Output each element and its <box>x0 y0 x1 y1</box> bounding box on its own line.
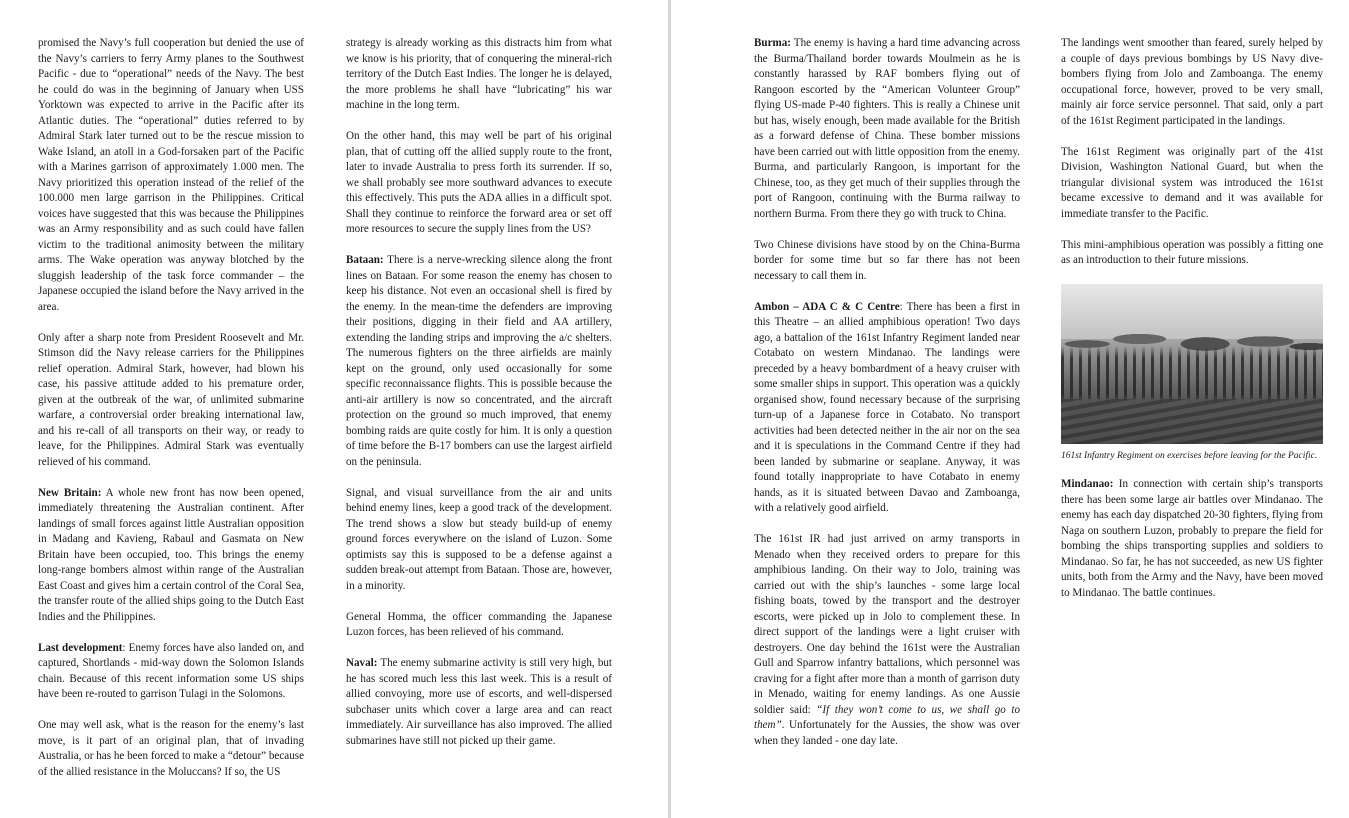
left-page <box>0 0 668 818</box>
section-lead: Bataan: <box>346 254 384 266</box>
paragraph-text: The enemy is having a hard time advancing across the Burma/Thailand border towards Moulmein as he is constantly harassed by RAF bombers flying out of Rangoon escorted by the “American Volunteer Group” flying US-made P-40 fighters. This is really a Chinese unit but has, wisely enough, been made available for the British as a forward defense of China. These bomber missions have been carried out with little opposition from the enemy. Burma, and particularly Rangoon, is important for the Chinese, too, as they get much of their supplies through the port of Rangoon, continuing with the Burma railway to northern Burma. From there they go with truck to China. <box>754 37 1020 220</box>
column-3 <box>754 36 1020 765</box>
paragraph-text: : There has been a first in this Theatre – an allied amphibious operation! Two days ago, a battalion of the 161st Infantry Regiment landed near Cotabato on western Mindanao. The landings were preceded by a heavy bombardment of a heavy cruiser with some smaller ships in support. This operation was a quickly organised show, found necessary because of the surprising turn-up of a Japanese force in Cotabato. No transport activities had been detected neither in the air nor on the sea and it is speculations in the Command Centre if they had been landed by submarine or seaplane. Anyway, it was found totally inappropriate to have Cotabato in enemy hands, as it is situated between Davao and Zamboanga, with a relatively good airfield. <box>754 300 1020 514</box>
photo-caption: 161st Infantry Regiment on exercises before leaving for the Pacific. <box>1061 451 1318 461</box>
paragraph <box>754 36 1020 222</box>
paragraph-text: The 161st IR had just arrived on army transports in Menado when they received orders to prepare for this amphibious landing. On their way to Jolo, training was carried out with the ship’s launches - some large local fishing boats, towed by the transport and the destroyer escorts, were picked up in Jolo to complement these. In direct support of the landings were a light cruiser with destroyers. One day behind the 161st were the Australian Gull and Sparrow infantry battalions, which personnel was craving for a fight after more than a month of garrison duty in Menado, waiting for enemy landings. As one Aussie soldier said: <box>754 533 1020 716</box>
paragraph <box>1061 477 1323 601</box>
paragraph: strategy is already working as this distracts him from what we know is his priority, that of conquering the mineral-rich territory of the Dutch East Indies. The longer he is delayed, the more problems he shall have “lubricating” his war machine in the long term. <box>346 37 612 111</box>
paragraph-text: There is a nerve-wrecking silence along the front lines on Bataan. For some reason the enemy has chosen to keep his distance. Not even an occasional shell is fired by the enemy. In the mean-time the defenders are improving their positions, digging in their field and AA artillery, extending the landing strips and improving the a/c shelters. The numerous fighters on the three airfields are mainly kept on the ground, only used occasionally for some specific reconnaissance flights. This is possible because the anti-air artillery is now so concentrated, and the aircraft protection on the ground so much improved, that enemy bombing raids are quite costly for him. It is only a question of time before the B-17 bombers can use the largest airfield on the peninsula. <box>346 254 612 468</box>
section-lead: New Britain: <box>38 486 102 499</box>
paragraph <box>754 532 1020 749</box>
paragraph <box>754 300 1020 517</box>
paragraph: Only after a sharp note from President Roosevelt and Mr. Stimson did the Navy release carriers for the Philippines relief operation. Admiral Stark, however, had blown his case, his passive attitude added to his premature order, given at the outbreak of the war, of unlimited submarine warfare, a controversial order breaking international law, and his re-call of all transports on their way, or ready to leave, for the Philippines. Admiral Stark was eventually relieved of his command. <box>38 331 304 468</box>
paragraph: On the other hand, this may well be part of his original plan, that of cutting off the allied supply route to the front, later to invade Australia to press forth its surrender. If so, we shall probably see more southward advances to execute this effectively. This puts the ADA allies in a difficult spot. Shall they continue to reinforce the forward area or set off more resources to secure the supply lines from the US? <box>346 130 612 235</box>
column-4 <box>1061 36 1323 617</box>
paragraph-text: . Unfortunately for the Aussies, the show was over when they landed - one day late. <box>754 719 1020 747</box>
column-2 <box>346 36 612 765</box>
paragraph: Signal, and visual surveillance from the air and units behind enemy lines, keep a good track of the development. The trend shows a slow but steady build-up of enemy ground forces everywhere on the island of Luzon. Some optimists say this is supposed to be a defense against a sudden break-out attempt from Bataan. Those are, however, in a minority. <box>346 486 612 592</box>
quote: “If they won’t come to us, we shall go to them” <box>754 703 1021 731</box>
paragraph <box>346 656 612 749</box>
paragraph: The landings went smoother than feared, surely helped by a couple of days previous bombings by US Navy dive-bombers flying from Jolo and Zamboanga. The enemy occupational force, however, proved to be very small, mainly air force service personnel. That said, only a part of the 161st Regiment participated in the landings. <box>1061 37 1323 127</box>
paragraph: Two Chinese divisions have stood by on the China-Burma border for some time but so far there has not been necessary to call them in. <box>754 238 1020 282</box>
paragraph-text: In connection with certain ship’s transports there has been some large air battles over Mindanao. The enemy has each day dispatched 20-30 fighters, flying from Naga on southern Luzon, probably to prepare the field for bombing the ships transporting supplies and soldiers to Mindanao. So far, he has not succeeded, as new US fighter units, both from the Army and the Navy, have been moved to Mindanao. The battle continues. <box>1061 478 1323 599</box>
paragraph <box>346 253 612 470</box>
section-lead: Burma: <box>754 37 791 49</box>
photo-troops <box>1061 346 1323 406</box>
paragraph-text: A whole new front has now been opened, immediately threatening the Australian continent. After landings of small forces against little Australian opposition in Madang and Kavieng, Rabaul and Gasmata on New Britain have been occupied, too. This brings the enemy long-range bombers almost within range of the Australian East Coast and gives him a certain control of the Coral Sea, the transfer route of the allied ships going to the Dutch East Indies and the Philippines. <box>38 486 304 623</box>
section-lead: Mindanao: <box>1061 478 1114 490</box>
photo-ground <box>1061 399 1323 444</box>
paragraph <box>38 486 304 626</box>
paragraph: General Homma, the officer commanding the Japanese Luzon forces, has been relieved of his command. <box>346 610 612 638</box>
section-lead: Naval: <box>346 657 378 669</box>
paragraph: The 161st Regiment was originally part of the 41st Division, Washington National Guard, but when the triangular divisional system was introduced the 161st became excessive to demand and it was available for immediate transfer to the Pacific. <box>1061 145 1323 220</box>
infantry-photo <box>1061 284 1323 444</box>
paragraph-text: The enemy submarine activity is still very high, but he has scored much less this last week. This is a result of allied convoying, more use of escorts, and well-dispersed subchaser units which cover a large area and can react immediately. Air surveillance has also improved. The allied submarines have still not picked up their game. <box>346 657 612 747</box>
section-lead: Last development <box>38 641 123 654</box>
right-page <box>671 0 1349 818</box>
paragraph: One may well ask, what is the reason for the enemy’s last move, is it part of an original plan, that of invading Australia, or has he been forced to make a “detour” because of the allied resistance in the Moluccans? If so, the US <box>38 719 304 778</box>
paragraph: promised the Navy’s full cooperation but denied the use of the Navy’s carriers to ferry Army planes to the Southwest Pacific - due to “operational” needs of the Navy. The best he could do was in the beginning of January when USS Yorktown was expected to arrive in the Pacific after its Atlantic duties. The “operational” duties referred to by Admiral Stark later turned out to be the rescue mission to Wake Island, an atoll in a God-forsaken part of the Pacific with a Marines garrison of approximately 1.000 men. The Navy prioritized this operation instead of the relief of the 100.000 men large garrison in the Philippines. Critical voices have suggested that this was because the Philippines was an Army responsibility and as such could have fallen victim to the traditional animosity between the military arms. The Wake operation was anyway blotched by the sluggish leadership of the task force commander – the Japanese occupied the island before the Navy arrived in the area. <box>38 37 304 313</box>
paragraph <box>38 641 304 703</box>
paragraph-text: : Enemy forces have also landed on, and captured, Shortlands - mid-way down the Solomon Islands chain. Because of this recent information some US ships have been re-routed to garrison Tulagi in the Solomons. <box>38 641 304 700</box>
paragraph: This mini-amphibious operation was possibly a fitting one as an introduction to their future missions. <box>1061 238 1323 266</box>
column-1 <box>38 36 304 796</box>
section-lead: Ambon – ADA C & C Centre <box>754 300 900 313</box>
